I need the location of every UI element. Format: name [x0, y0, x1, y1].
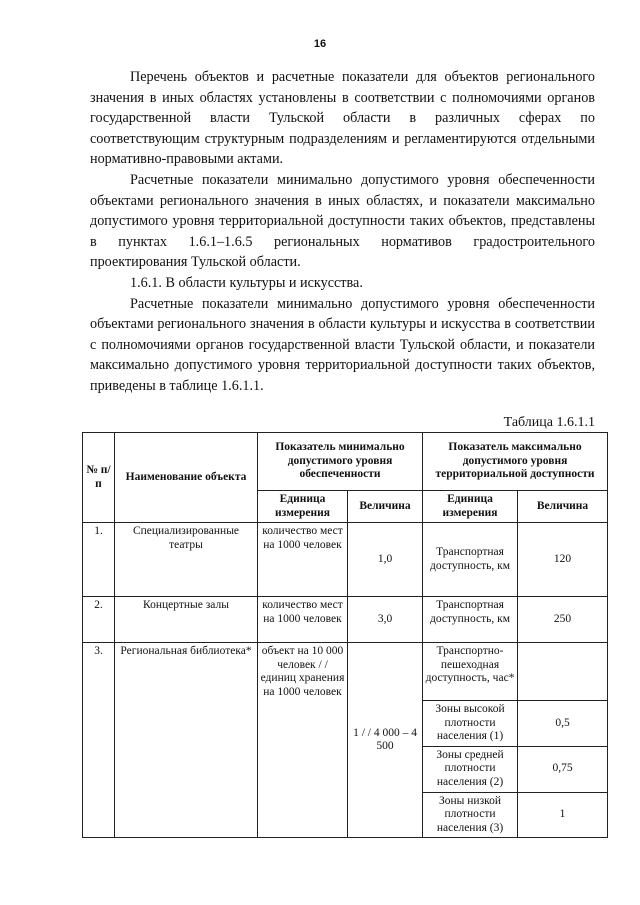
cell-name: Концертные залы	[115, 597, 258, 643]
header-num: № п/п	[83, 433, 115, 523]
paragraph-3: Расчетные показатели минимально допустимого уровня обеспеченности объектами регионального значения в области культуры и искусства в соответствии с полномочиями органов государственной власти Тульской области, и показатели максимально допустимого уровня территориальной доступности таких объектов, приведены в таблице 1.6.1.1.	[90, 295, 595, 394]
cell-zone-value: 1	[518, 792, 608, 838]
cell-max-unit: Транспортная доступность, км	[423, 597, 518, 643]
cell-max-value: 250	[518, 597, 608, 643]
cell-min-value: 1,0	[348, 523, 423, 597]
section-heading: 1.6.1. В области культуры и искусства.	[130, 274, 363, 291]
cell-name: Специализированные театры	[115, 523, 258, 597]
cell-min-unit: количество мест на 1000 человек	[258, 523, 348, 597]
cell-zone-label: Зоны средней плотности населения (2)	[423, 746, 518, 792]
cell-name: Региональная библиотека*	[115, 643, 258, 838]
cell-max-value-empty	[518, 643, 608, 701]
header-name: Наименование объекта	[115, 433, 258, 523]
paragraph-2: Расчетные показатели минимально допустимого уровня обеспеченности объектами регионального значения в иных областях, и показатели максимально допустимого уровня территориальной доступности таких объектов, представлены в пунктах 1.6.1–1.6.5 региональных нормативов градостроительного проектирования Тульской области.	[90, 171, 595, 271]
cell-num: 1.	[83, 523, 115, 597]
header-min-value: Величина	[348, 491, 423, 523]
cell-zone-value: 0,75	[518, 746, 608, 792]
header-min-unit: Единица измерения	[258, 491, 348, 523]
cell-zone-label: Зоны низкой плотности населения (3)	[423, 792, 518, 838]
cell-num: 2.	[83, 597, 115, 643]
cell-min-unit: количество мест на 1000 человек	[258, 597, 348, 643]
table-header-row	[83, 433, 608, 491]
cell-num: 3.	[83, 643, 115, 838]
paragraph-1: Перечень объектов и расчетные показатели для объектов регионального значения в иных областях установлены в соответствии с полномочиями органов государственной власти Тульской области в различных сферах по соответствующим структурным подразделениям и регламентируются отдельными нормативно-правовыми актами.	[90, 69, 595, 168]
table-row	[83, 643, 608, 701]
cell-max-unit: Транспортная доступность, км	[423, 523, 518, 597]
header-max-unit: Единица измерения	[423, 491, 518, 523]
header-max-value: Величина	[518, 491, 608, 523]
cell-zone-value: 0,5	[518, 701, 608, 747]
cell-max-value: 120	[518, 523, 608, 597]
cell-max-unit: Транспортно-пешеходная доступность, час*	[423, 643, 518, 701]
body-text	[90, 67, 595, 397]
table-caption: Таблица 1.6.1.1	[503, 415, 595, 430]
page-number: 16	[313, 38, 327, 50]
cell-min-unit: объект на 10 000 человек / / единиц хранения на 1000 человек	[258, 643, 348, 838]
cell-zone-label: Зоны высокой плотности населения (1)	[423, 701, 518, 747]
table-row	[83, 597, 608, 643]
indicators-table	[82, 432, 608, 838]
cell-min-value: 1 / / 4 000 – 4 500	[348, 643, 423, 838]
header-min-group: Показатель минимально допустимого уровня обеспеченности	[258, 433, 423, 491]
header-max-group: Показатель максимально допустимого уровня территориальной доступности	[423, 433, 608, 491]
cell-min-value: 3,0	[348, 597, 423, 643]
table-row	[83, 523, 608, 597]
